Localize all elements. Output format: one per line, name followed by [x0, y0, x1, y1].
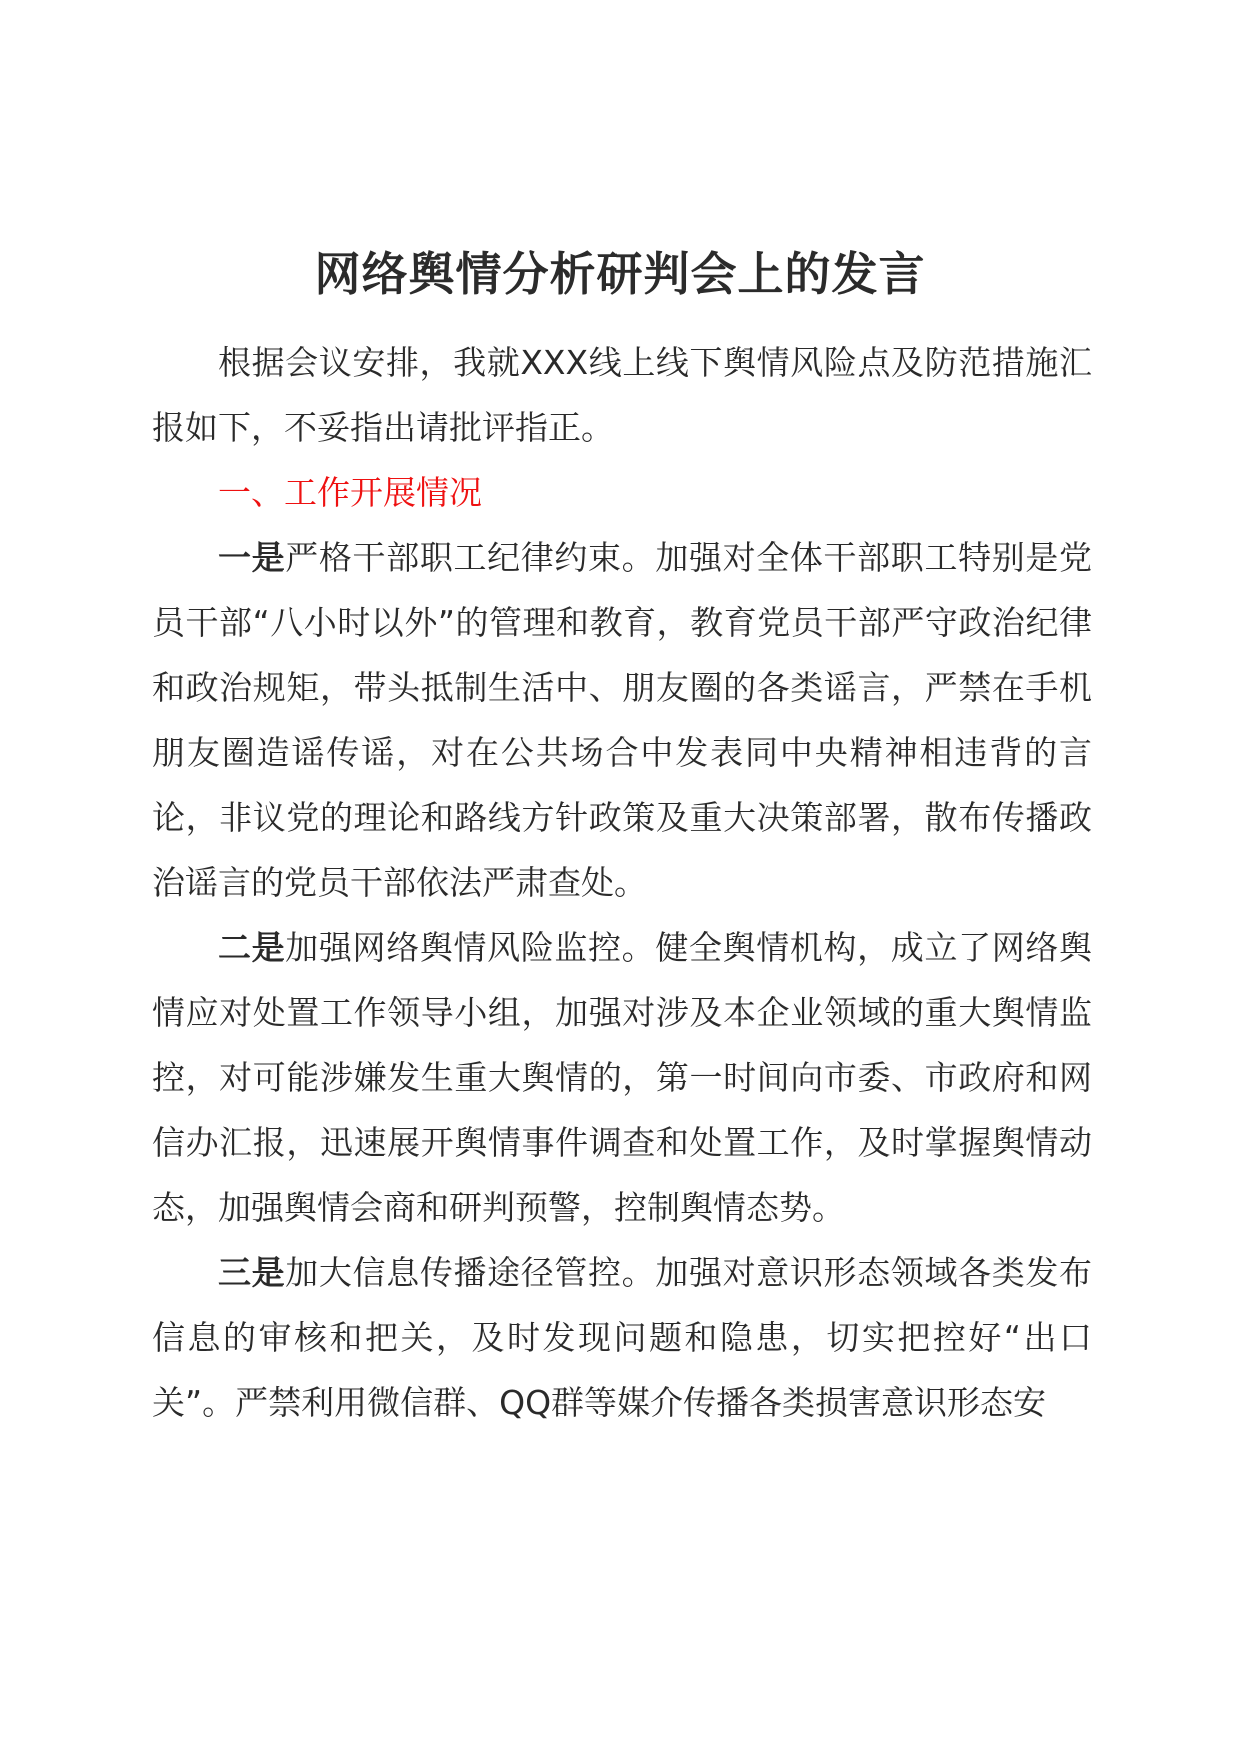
- paragraph-lead: 二是: [218, 928, 286, 967]
- paragraph-text: 加强网络舆情风险监控。健全舆情机构，成立了网络舆情应对处置工作领导小组，加强对涉及本企业领域的重大舆情监控，对可能涉嫌发生重大舆情的，第一时间向市委、市政府和网信办汇报，迅速展开舆情事件调查和处置工作，及时掌握舆情动态，加强舆情会商和研判预警，控制舆情态势。: [152, 928, 1093, 1227]
- intro-paragraph: 根据会议安排，我就XXX线上线下舆情风险点及防范措施汇报如下，不妥指出请批评指正。: [152, 343, 1092, 447]
- paragraph-text: 严格干部职工纪律约束。加强对全体干部职工特别是党员干部“八小时以外”的管理和教育，教育党员干部严守政治纪律和政治规矩，带头抵制生活中、朋友圈的各类谣言，严禁在手机朋友圈造谣传谣，对在公共场合中发表同中央精神相违背的言论，非议党的理论和路线方针政策及重大决策部署，散布传播政治谣言的党员干部依法严肃查处。: [152, 538, 1093, 902]
- document-title: 网络舆情分析研判会上的发言: [314, 247, 926, 301]
- paragraph-lead: 一是: [218, 538, 286, 577]
- document-body: [152, 330, 1092, 1435]
- section-heading: 一、工作开展情况: [218, 473, 482, 512]
- paragraph-two: [152, 915, 1092, 1240]
- paragraph-lead: 三是: [218, 1253, 286, 1292]
- paragraph-three: [152, 1240, 1092, 1435]
- paragraph-one: [152, 525, 1092, 915]
- paragraph-text: 加大信息传播途径管控。加强对意识形态领域各类发布信息的审核和把关，及时发现问题和隐患，切实把控好“出口关”。严禁利用微信群、QQ群等媒介传播各类损害意识形态安: [152, 1253, 1093, 1422]
